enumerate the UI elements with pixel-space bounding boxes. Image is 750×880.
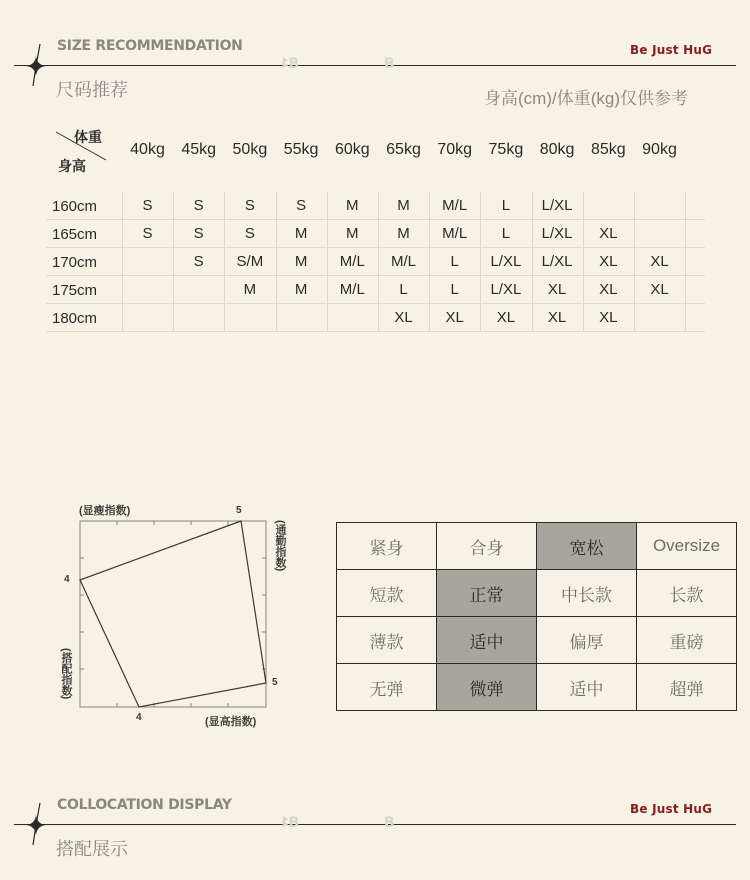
attribute-row (337, 617, 737, 664)
attribute-option-selected: 适中 (437, 617, 537, 664)
size-cell: L (501, 225, 511, 242)
weight-header: 55kg (283, 141, 319, 158)
column-divider (224, 192, 225, 332)
column-divider (173, 192, 174, 332)
attribute-option: 短款 (337, 570, 437, 617)
row-divider (46, 247, 705, 248)
size-cell: M (243, 281, 257, 298)
size-cell: XL (496, 309, 516, 326)
size-cell: XL (547, 281, 567, 298)
attribute-option-selected: 宽松 (537, 523, 637, 570)
monogram-mark-b: B (384, 56, 395, 72)
column-divider (276, 192, 277, 332)
attribute-row (337, 570, 737, 617)
brand-logo: Be Just HuG (630, 43, 713, 57)
monogram-mark: ꔪB (282, 56, 300, 72)
size-cell: XL (599, 281, 618, 298)
size-cell: L/XL (541, 253, 573, 270)
height-label: 180cm (52, 310, 98, 327)
weight-header: 70kg (437, 141, 473, 158)
size-cell: L (399, 281, 408, 298)
attribute-option: 合身 (437, 523, 537, 570)
height-axis-label: 身高 (58, 158, 86, 174)
reference-note: 身高(cm)/体重(kg)仅供参考 (484, 89, 688, 108)
column-divider (378, 192, 379, 332)
column-divider (327, 192, 328, 332)
index-polygon (80, 521, 266, 707)
size-cell: L (450, 253, 459, 270)
weight-header: 90kg (642, 141, 677, 158)
size-cell: L/XL (541, 197, 573, 214)
attribute-option: Oversize (637, 523, 737, 570)
column-divider (634, 192, 635, 332)
chart-right-label: (通勤指数) (274, 520, 286, 572)
row-divider (46, 303, 705, 304)
size-cell: M (294, 225, 308, 242)
size-cell: S (142, 197, 153, 214)
size-cell: M (346, 225, 359, 242)
attribute-option: 适中 (537, 664, 637, 711)
weight-header: 50kg (232, 141, 268, 158)
weight-axis-label: 体重 (74, 129, 102, 145)
size-cell: XL (599, 225, 618, 242)
sparkle-icon-2 (16, 801, 56, 849)
height-label: 170cm (52, 254, 98, 271)
height-label: 160cm (52, 198, 98, 215)
index-chart (60, 505, 290, 725)
monogram-mark-2: ꔪB (282, 815, 300, 831)
section2-en-title: COLLOCATION DISPLAY (57, 797, 232, 813)
chart-left-label: (搭配指数) (60, 648, 72, 700)
section-en-title: SIZE RECOMMENDATION (57, 38, 243, 54)
size-cell: XL (599, 309, 618, 326)
header-rule (14, 65, 736, 66)
chart-top-value: 5 (236, 505, 242, 516)
attribute-option: 薄款 (337, 617, 437, 664)
weight-header: 45kg (181, 141, 217, 158)
weight-header: 65kg (386, 141, 421, 158)
size-cell: L/XL (541, 225, 573, 242)
weight-header: 75kg (488, 141, 524, 158)
section2-cn-title: 搭配展示 (56, 839, 128, 859)
size-cell: M/L (442, 225, 468, 242)
header-rule-2 (14, 824, 736, 825)
size-cell: XL (445, 309, 464, 326)
size-cell: L (501, 197, 511, 214)
column-divider (122, 192, 123, 332)
attribute-option: 紧身 (337, 523, 437, 570)
weight-header: 80kg (539, 141, 575, 158)
row-divider (46, 219, 705, 220)
monogram-mark-b-2: B (384, 815, 395, 831)
size-cell: M (294, 281, 308, 298)
size-cell: S (296, 197, 307, 214)
size-cell: XL (650, 281, 669, 298)
weight-header: 85kg (590, 141, 626, 158)
attribute-option-selected: 微弹 (437, 664, 537, 711)
attribute-option-selected: 正常 (437, 570, 537, 617)
size-cell: XL (547, 309, 567, 326)
size-cell: XL (650, 253, 669, 270)
column-divider (685, 192, 686, 332)
attribute-option: 偏厚 (537, 617, 637, 664)
section-cn-title: 尺码推荐 (56, 80, 128, 100)
brand-logo-2: Be Just HuG (630, 802, 713, 816)
size-cell: XL (394, 309, 413, 326)
chart-left-value: 4 (64, 574, 70, 585)
size-cell: M/L (339, 253, 365, 270)
attribute-option: 中长款 (537, 570, 637, 617)
size-cell: S/M (236, 253, 264, 270)
size-cell: M (346, 197, 359, 214)
chart-right-value: 5 (272, 677, 278, 688)
chart-bottom-value: 4 (136, 712, 142, 723)
row-divider (46, 331, 705, 332)
column-divider (480, 192, 481, 332)
size-cell: S (142, 225, 153, 242)
sparkle-icon (16, 42, 56, 90)
chart-bottom-label: (显高指数) (205, 716, 257, 728)
size-cell: M (397, 197, 410, 214)
size-cell: L/XL (490, 281, 522, 298)
attribute-row (337, 523, 737, 570)
size-cell: S (193, 253, 204, 270)
attribute-option: 重磅 (637, 617, 737, 664)
height-label: 175cm (52, 282, 98, 299)
attribute-row (337, 664, 737, 711)
column-divider (583, 192, 584, 332)
column-divider (429, 192, 430, 332)
row-divider (46, 275, 705, 276)
size-cell: L (450, 281, 459, 298)
attribute-grid (336, 522, 737, 711)
size-cell: S (193, 225, 204, 242)
weight-header: 60kg (334, 141, 370, 158)
size-cell: M/L (390, 253, 416, 270)
size-cell: S (193, 197, 204, 214)
size-cell: S (244, 225, 255, 242)
height-label: 165cm (52, 226, 98, 243)
attribute-option: 无弹 (337, 664, 437, 711)
size-cell: XL (599, 253, 618, 270)
chart-top-label: (显瘦指数) (79, 505, 131, 517)
size-cell: M (294, 253, 308, 270)
attribute-option: 超弹 (637, 664, 737, 711)
size-cell: M (397, 225, 410, 242)
column-divider (532, 192, 533, 332)
attribute-option: 长款 (637, 570, 737, 617)
size-cell: S (244, 197, 255, 214)
size-cell: M/L (442, 197, 468, 214)
size-cell: L/XL (490, 253, 522, 270)
size-cell: M/L (339, 281, 365, 298)
weight-header: 40kg (130, 141, 165, 158)
